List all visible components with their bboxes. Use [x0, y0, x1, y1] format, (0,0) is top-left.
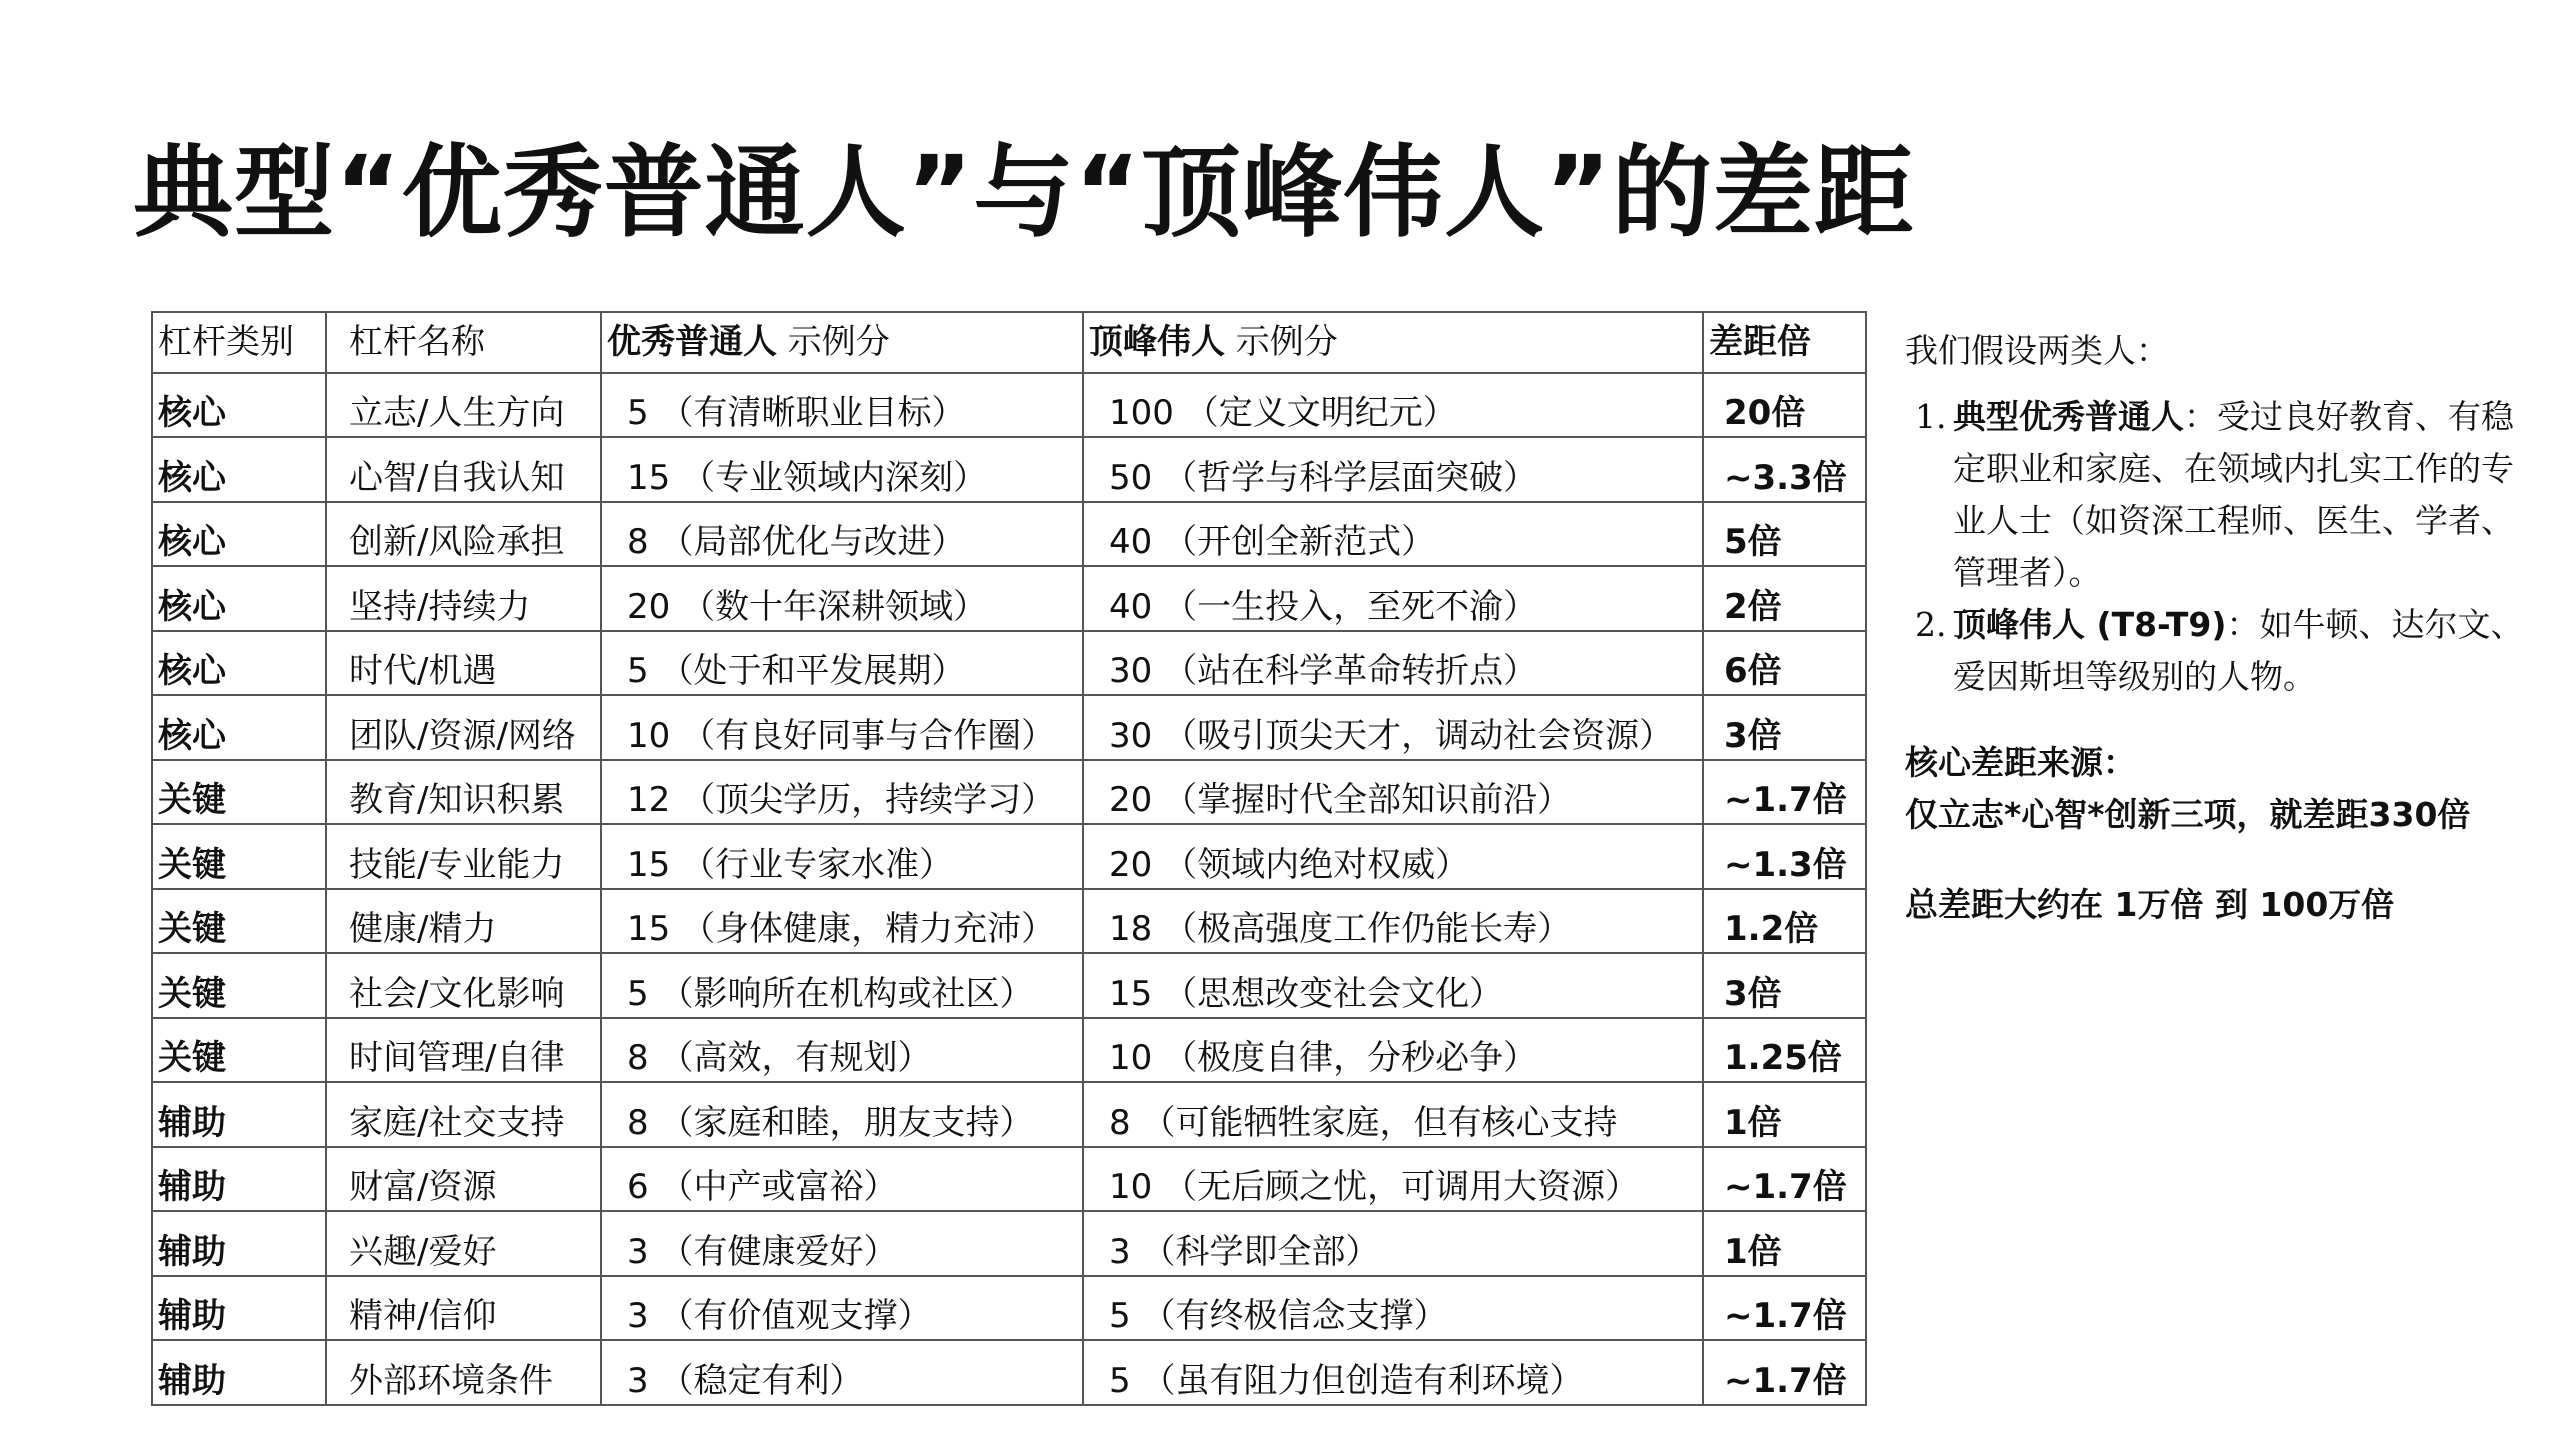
cell-lever-type: 关键 [152, 760, 326, 825]
header-type: 杠杆类别 [152, 312, 326, 373]
cell-lever-name: 技能/专业能力 [326, 824, 601, 889]
cell-ordinary-score: 5 （处于和平发展期） [601, 631, 1083, 696]
cell-gap-ratio: 1倍 [1703, 1082, 1866, 1147]
table-row [152, 695, 1866, 760]
cell-gap-ratio: ~1.7倍 [1703, 1147, 1866, 1212]
assumption-item-top [1905, 599, 2545, 703]
cell-lever-type: 关键 [152, 889, 326, 954]
table-row [152, 824, 1866, 889]
header-ordinary-bold: 优秀普通人 [607, 322, 777, 363]
header-top-bold: 顶峰伟人 [1089, 322, 1225, 363]
assumption-item-bold: 顶峰伟人 (T8-T9) [1953, 605, 2227, 644]
table-body [152, 373, 1866, 1405]
cell-top-score: 5 （有终极信念支撑） [1083, 1276, 1703, 1341]
cell-lever-type: 辅助 [152, 1276, 326, 1341]
table-row [152, 953, 1866, 1018]
cell-ordinary-score: 3 （有价值观支撑） [601, 1276, 1083, 1341]
cell-lever-name: 家庭/社交支持 [326, 1082, 601, 1147]
cell-ordinary-score: 15 （身体健康，精力充沛） [601, 889, 1083, 954]
cell-top-score: 20 （掌握时代全部知识前沿） [1083, 760, 1703, 825]
cell-ordinary-score: 5 （有清晰职业目标） [601, 373, 1083, 438]
table-row [152, 760, 1866, 825]
cell-top-score: 30 （站在科学革命转折点） [1083, 631, 1703, 696]
cell-gap-ratio: 5倍 [1703, 502, 1866, 567]
cell-top-score: 3 （科学即全部） [1083, 1211, 1703, 1276]
cell-gap-ratio: 1.25倍 [1703, 1018, 1866, 1083]
header-name: 杠杆名称 [326, 312, 601, 373]
cell-lever-name: 心智/自我认知 [326, 437, 601, 502]
table-row [152, 1276, 1866, 1341]
cell-ordinary-score: 10 （有良好同事与合作圈） [601, 695, 1083, 760]
cell-top-score: 30 （吸引顶尖天才，调动社会资源） [1083, 695, 1703, 760]
cell-lever-type: 核心 [152, 502, 326, 567]
core-gap-text: 仅立志*心智*创新三项，就差距330倍 [1905, 795, 2471, 834]
cell-gap-ratio: ~1.3倍 [1703, 824, 1866, 889]
cell-top-score: 10 （无后顾之忧，可调用大资源） [1083, 1147, 1703, 1212]
cell-ordinary-score: 3 （有健康爱好） [601, 1211, 1083, 1276]
table-row [152, 1018, 1866, 1083]
table-row [152, 1147, 1866, 1212]
cell-ordinary-score: 8 （高效，有规划） [601, 1018, 1083, 1083]
table-header-row [152, 312, 1866, 373]
cell-gap-ratio: ~1.7倍 [1703, 1340, 1866, 1405]
cell-lever-type: 辅助 [152, 1082, 326, 1147]
cell-lever-name: 时代/机遇 [326, 631, 601, 696]
header-top-rest: 示例分 [1225, 322, 1338, 363]
cell-ordinary-score: 8 （局部优化与改进） [601, 502, 1083, 567]
cell-lever-name: 外部环境条件 [326, 1340, 601, 1405]
cell-lever-type: 辅助 [152, 1211, 326, 1276]
assumption-item-bold: 典型优秀普通人 [1953, 397, 2184, 436]
cell-ordinary-score: 15 （行业专家水准） [601, 824, 1083, 889]
assumption-item-text: ：受过良好教育、有稳定职业和家庭、在领域内扎实工作的专业人士（如资深工程师、医生、学者、管理者）。 [1953, 397, 2514, 592]
table-row [152, 373, 1866, 438]
cell-lever-type: 关键 [152, 953, 326, 1018]
header-ordinary [601, 312, 1083, 373]
table-row [152, 566, 1866, 631]
cell-top-score: 40 （开创全新范式） [1083, 502, 1703, 567]
table-row [152, 437, 1866, 502]
cell-top-score: 10 （极度自律，分秒必争） [1083, 1018, 1703, 1083]
cell-lever-name: 教育/知识积累 [326, 760, 601, 825]
header-ratio: 差距倍 [1703, 312, 1866, 373]
cell-top-score: 50 （哲学与科学层面突破） [1083, 437, 1703, 502]
cell-lever-name: 立志/人生方向 [326, 373, 601, 438]
cell-gap-ratio: ~1.7倍 [1703, 760, 1866, 825]
cell-lever-type: 核心 [152, 566, 326, 631]
cell-lever-name: 健康/精力 [326, 889, 601, 954]
table-row [152, 1340, 1866, 1405]
cell-gap-ratio: 1.2倍 [1703, 889, 1866, 954]
cell-top-score: 100 （定义文明纪元） [1083, 373, 1703, 438]
cell-ordinary-score: 6 （中产或富裕） [601, 1147, 1083, 1212]
list-number: 2. [1915, 605, 1947, 644]
table-row [152, 889, 1866, 954]
cell-top-score: 20 （领域内绝对权威） [1083, 824, 1703, 889]
cell-ordinary-score: 15 （专业领域内深刻） [601, 437, 1083, 502]
cell-top-score: 8 （可能牺牲家庭，但有核心支持 [1083, 1082, 1703, 1147]
header-top [1083, 312, 1703, 373]
cell-lever-type: 核心 [152, 631, 326, 696]
cell-gap-ratio: 1倍 [1703, 1211, 1866, 1276]
assumption-panel [1905, 325, 2545, 931]
assumption-list [1905, 391, 2545, 703]
cell-lever-type: 关键 [152, 824, 326, 889]
page-title: 典型“优秀普通人”与“顶峰伟人”的差距 [133, 134, 1915, 251]
cell-lever-type: 辅助 [152, 1340, 326, 1405]
cell-lever-type: 关键 [152, 1018, 326, 1083]
cell-lever-name: 精神/信仰 [326, 1276, 601, 1341]
cell-lever-type: 核心 [152, 695, 326, 760]
cell-gap-ratio: 6倍 [1703, 631, 1866, 696]
cell-gap-ratio: 3倍 [1703, 953, 1866, 1018]
cell-gap-ratio: 3倍 [1703, 695, 1866, 760]
core-gap-heading: 核心差距来源： [1905, 743, 2136, 782]
cell-ordinary-score: 5 （影响所在机构或社区） [601, 953, 1083, 1018]
cell-ordinary-score: 20 （数十年深耕领域） [601, 566, 1083, 631]
table-row [152, 1211, 1866, 1276]
table-row [152, 502, 1866, 567]
cell-gap-ratio: ~3.3倍 [1703, 437, 1866, 502]
cell-top-score: 40 （一生投入，至死不渝） [1083, 566, 1703, 631]
cell-gap-ratio: 20倍 [1703, 373, 1866, 438]
lever-table [151, 311, 1867, 1406]
assumption-item-text: ：如牛顿、达尔文、爱因斯坦等级别的人物。 [1953, 605, 2524, 696]
assumption-intro: 我们假设两类人： [1905, 331, 2169, 370]
cell-ordinary-score: 3 （稳定有利） [601, 1340, 1083, 1405]
cell-gap-ratio: 2倍 [1703, 566, 1866, 631]
cell-lever-type: 核心 [152, 437, 326, 502]
cell-ordinary-score: 8 （家庭和睦，朋友支持） [601, 1082, 1083, 1147]
total-gap-text: 总差距大约在 1万倍 到 100万倍 [1905, 885, 2395, 924]
cell-top-score: 18 （极高强度工作仍能长寿） [1083, 889, 1703, 954]
list-number: 1. [1915, 397, 1947, 436]
cell-gap-ratio: ~1.7倍 [1703, 1276, 1866, 1341]
cell-lever-name: 兴趣/爱好 [326, 1211, 601, 1276]
cell-lever-name: 团队/资源/网络 [326, 695, 601, 760]
cell-lever-type: 辅助 [152, 1147, 326, 1212]
cell-lever-type: 核心 [152, 373, 326, 438]
cell-top-score: 5 （虽有阻力但创造有利环境） [1083, 1340, 1703, 1405]
cell-lever-name: 社会/文化影响 [326, 953, 601, 1018]
cell-lever-name: 时间管理/自律 [326, 1018, 601, 1083]
table-row [152, 1082, 1866, 1147]
cell-lever-name: 财富/资源 [326, 1147, 601, 1212]
cell-ordinary-score: 12 （顶尖学历，持续学习） [601, 760, 1083, 825]
cell-lever-name: 坚持/持续力 [326, 566, 601, 631]
header-ordinary-rest: 示例分 [777, 322, 890, 363]
assumption-item-ordinary [1905, 391, 2545, 599]
cell-lever-name: 创新/风险承担 [326, 502, 601, 567]
table-row [152, 631, 1866, 696]
cell-top-score: 15 （思想改变社会文化） [1083, 953, 1703, 1018]
